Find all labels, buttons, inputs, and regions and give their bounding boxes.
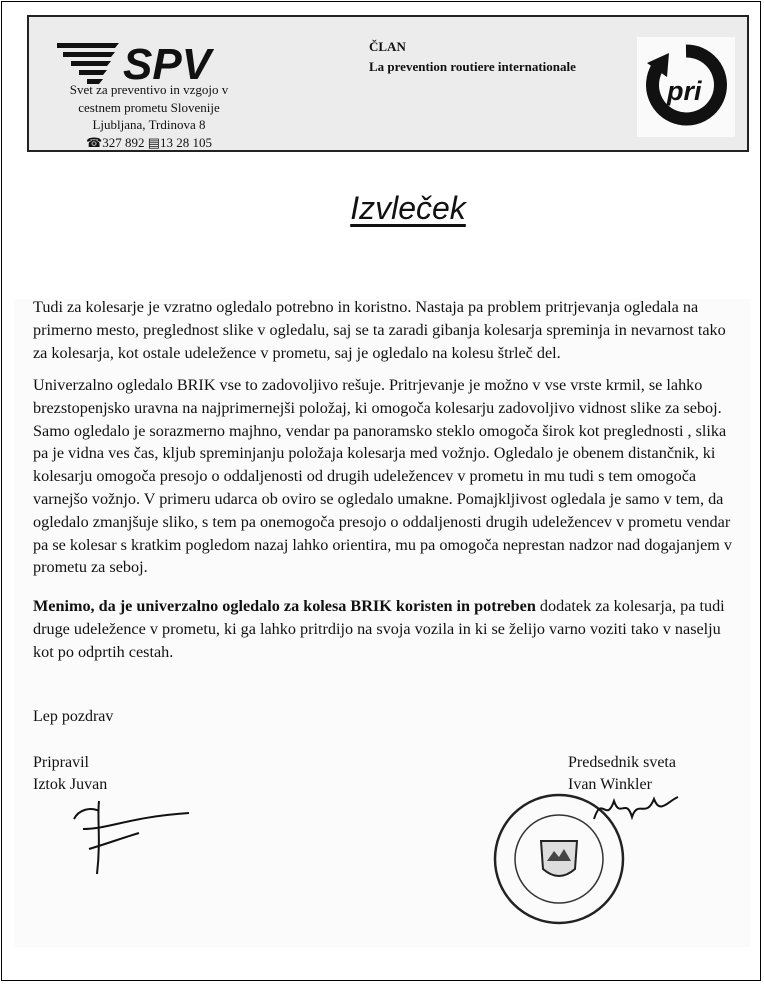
member-org: La prevention routiere internationale [369, 59, 576, 74]
letterhead [27, 15, 749, 152]
document-title [2, 190, 764, 227]
signature-left [33, 752, 107, 796]
org-line: Svet za preventivo in vzgojo v [69, 82, 229, 97]
pri-logo [637, 37, 735, 137]
org-line: Ljubljana, Trdinova 8 [92, 117, 206, 132]
right-name: Ivan Winkler [568, 776, 652, 793]
title-text: Izvleček [350, 190, 466, 226]
paragraph-2: Univerzalno ogledalo BRIK vse to zadovoljivo rešuje. Pritrjevanje je možno v vse vrste krmil, se lahko brezstopenjsko uravna na najprimernejši položaj, ki omogoča kolesarju zadovoljivo vidnost slike za seboj. Samo ogledalo je sorazmerno majhno, vendar pa panoramsko steklo omogoča širok kot preglednosti , slika pa je vidna ves čas, kljub spreminjanju položaja kolesarja med vožnjo. Ogledalo je obenem distančnik, ki kolesarju omogoča presojo o oddaljenosti od drugih udeležencev v prometu in mu tudi s tem omogoča varnejšo vožnjo. V primeru udarca ob oviro se ogledalo umakne. Pomajkljivost ogledala je samo v tem, da ogledalo zmanjšuje sliko, s tem pa onemogoča presojo o oddaljenosti drugih udeležencev v prometu vendar pa se kolesar s kratkim pogledom nazaj lahko orientira, mu pa omogoča neprestan nadzor nad dogajanjem v prometu za seboj. [33, 376, 732, 577]
org-line: cestnem prometu Slovenije [78, 99, 220, 115]
paragraph-3 [33, 595, 738, 663]
greeting: Lep pozdrav [33, 708, 114, 725]
member-label: ČLAN [369, 39, 406, 54]
letter-body [14, 299, 750, 947]
left-name: Iztok Juvan [33, 776, 108, 793]
handwritten-signature-right [592, 789, 682, 829]
spv-logo [57, 39, 247, 87]
pri-logo-text: pri [667, 76, 702, 106]
spv-logo-text: SPV [123, 40, 212, 87]
membership-block [369, 37, 576, 77]
left-role: Pripravil [33, 754, 89, 771]
paragraph-1: Tudi za kolesarje je vzratno ogledalo potrebno in koristno. Nastaja pa problem pritrjevanja ogledala na primerno mesto, preglednost slike v ogledalu, saj se ta zaradi gibanja kolesarja spreminja in nevarnost tako za kolesarja, kot ostale udeležence v prometu, saj je ogledalo na kolesu štrleč del. [33, 298, 726, 362]
right-role: Predsednik sveta [568, 754, 676, 771]
org-phone-fax: ☎327 892 ▤13 28 105 [86, 134, 212, 150]
paragraph-3-bold: Menimo, da je univerzalno ogledalo za kolesa BRIK koristen in potreben [33, 597, 536, 615]
document-page [1, 1, 761, 981]
org-address [39, 81, 259, 151]
paragraph-3-rest: dodatek za kolesarja, pa tudi druge udeležence v prometu, ki ga lahko pritrdijo na svoja vozila in ki se želijo varno voziti tako v naselju kot po odprtih cestah. [33, 597, 725, 661]
handwritten-signature-left [69, 799, 199, 879]
